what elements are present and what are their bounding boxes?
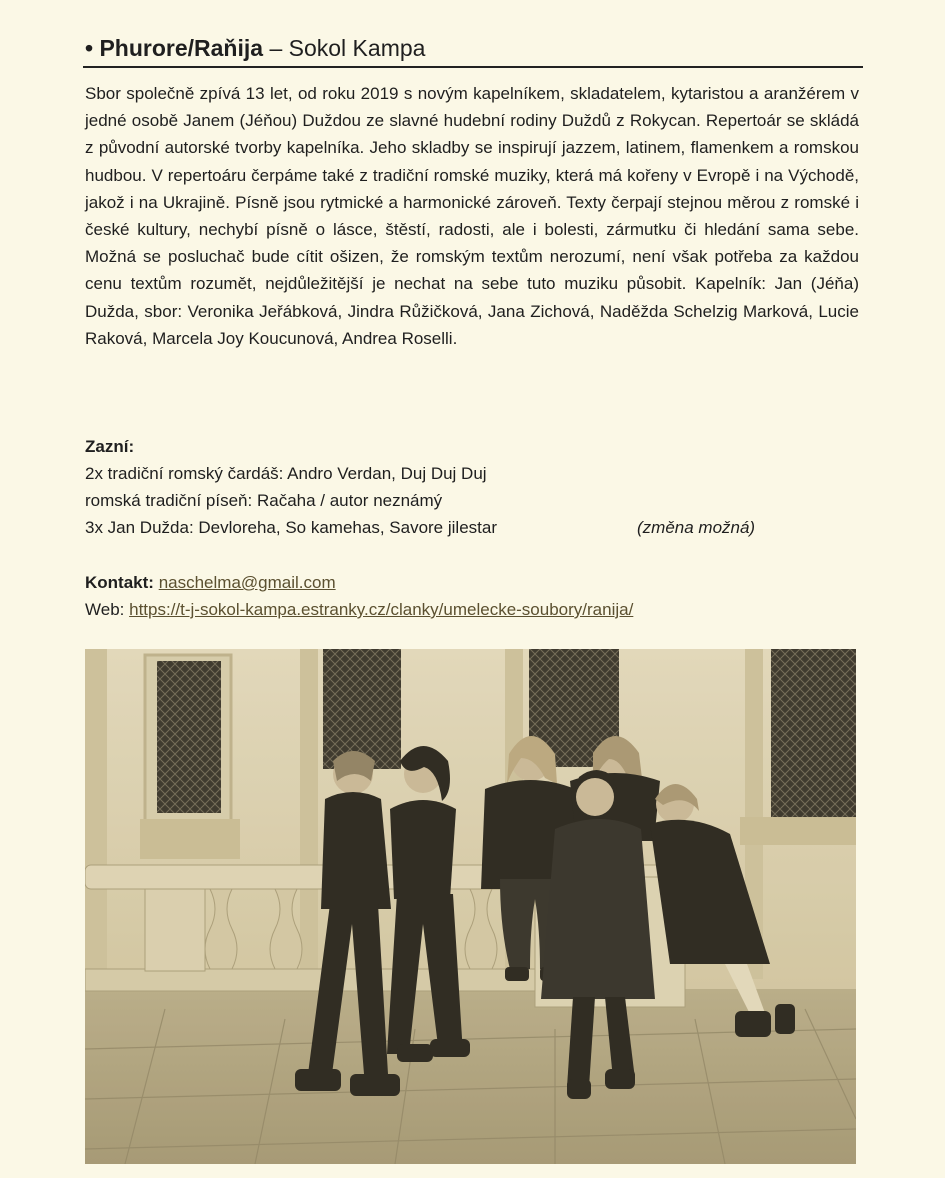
heading-bullet: • — [85, 35, 94, 61]
program-line-2: romská tradiční píseň: Račaha / autor neznámý — [85, 491, 443, 510]
program-title: Zazní: — [85, 437, 135, 456]
choir-photo — [85, 649, 856, 1164]
intro-paragraph: Sbor společně zpívá 13 let, od roku 2019 s novým kapelníkem, skladatelem, kytaristou a aranžérem v jedné osobě Janem (Jéňou) Duždou ze slavné hudební rodiny Duždů z Rokycan. Repertoár se skládá z původní autorské tvorby kapelníka. Jeho skladby se inspirují jazzem, latinem, flamenkem a romskou hudbou. V repertoáru čerpáme také z tradiční romské muziky, která má kořeny v Evropě i na Východě, jakož i na Ukrajině. Písně jsou rytmické a harmonické zároveň. Texty čerpají stejnou měrou z romské i české kultury, nechybí písně o lásce, štěstí, radosti, ale i bolesti, zármutku či hledání sama sebe. Možná se posluchač bude cítit ošizen, že romským textům nerozumí, není však potřeba za každou cenu textům rozumět, nejdůležitější je nechat na sebe tuto muziku působit. Kapelník: Jan (Jéňa) Dužda, sbor: Veronika Jeřábková, Jindra Růžičková, Jana Zichová, Naděžda Schelzig Marková, Lucie Raková, Marcela Joy Koucunová, Andrea Roselli. — [85, 84, 859, 348]
heading-underline — [83, 66, 863, 68]
contact-label: Kontakt: — [85, 573, 154, 592]
contact-line — [85, 570, 336, 596]
web-label: Web: — [85, 600, 125, 619]
program-line-1: 2x tradiční romský čardáš: Andro Verdan, Duj Duj Duj — [85, 464, 487, 483]
heading-title: Phurore/Raňija — [99, 35, 264, 61]
email-link[interactable]: naschelma@gmail.com — [158, 573, 336, 592]
choir-photo-illustration — [85, 649, 856, 1164]
web-link[interactable]: https://t-j-sokol-kampa.estranky.cz/clanky/umelecke-soubory/ranija/ — [129, 600, 634, 619]
program-note: (změna možná) — [637, 518, 756, 537]
section-heading — [85, 33, 861, 63]
program-line-3: 3x Jan Dužda: Devloreha, So kamehas, Savore jilestar — [85, 518, 497, 537]
heading-subtitle: – Sokol Kampa — [263, 35, 426, 61]
web-line — [85, 597, 633, 623]
